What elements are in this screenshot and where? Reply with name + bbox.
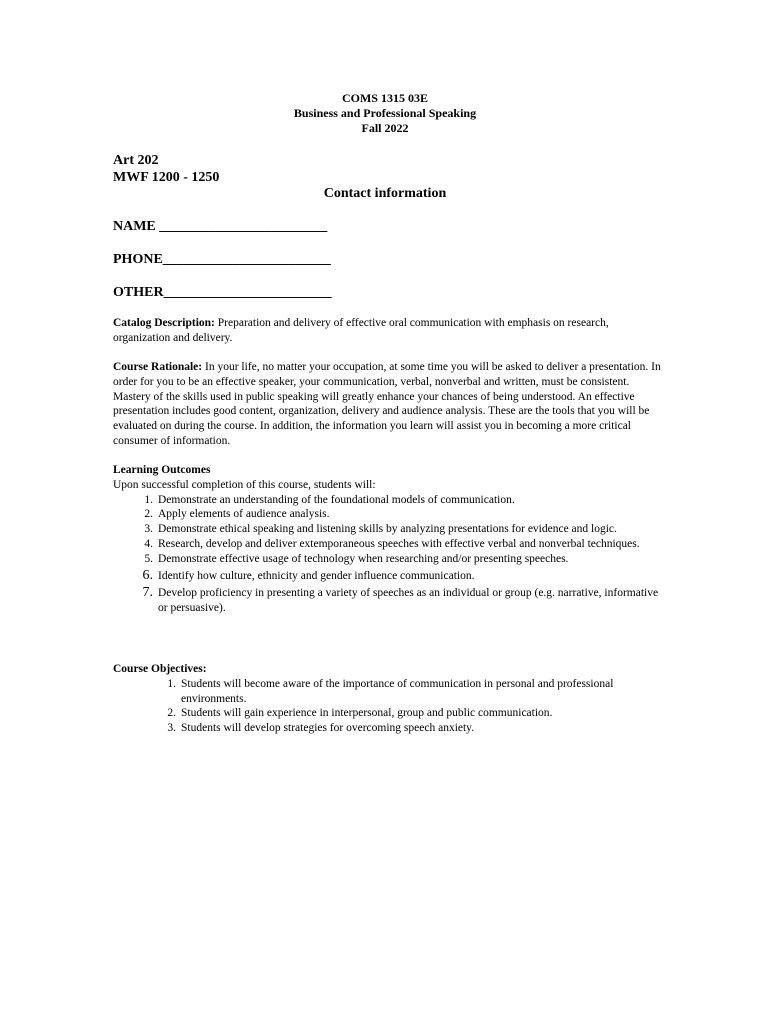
- rationale-text: In your life, no matter your occupation, at some time you will be asked to deliver a presentation. In order for you to be an effective speaker, your communication, verbal, nonverbal and written, must be consistent. Mastery of the skills used in public speaking will greatly enhance your chances of being understood. An effective presentation includes good content, organization, delivery and audience analysis. These are the tools that you will be evaluated on during the course. In addition, the information you learn will assist you in becoming a more critical consumer of information.: [113, 361, 661, 447]
- list-item: 3. Students will develop strategies for overcoming speech anxiety.: [167, 722, 475, 735]
- schedule: MWF 1200 - 1250: [113, 170, 220, 185]
- objectives-list: [113, 677, 663, 736]
- contact-title: Contact information: [323, 186, 447, 201]
- outcomes-list: [113, 493, 663, 616]
- learning-outcomes: [113, 463, 663, 616]
- list-item: 1. Demonstrate an understanding of the foundational models of communication.: [144, 493, 515, 506]
- outcomes-heading: Learning Outcomes: [113, 464, 211, 476]
- course-title: Business and Professional Speaking: [293, 106, 477, 120]
- catalog-text: Preparation and delivery of effective oral communication with emphasis on research, organization and delivery.: [113, 317, 609, 344]
- list-item: 3. Demonstrate ethical speaking and listening skills by analyzing presentations for evidence and logic.: [144, 523, 617, 536]
- course-term: Fall 2022: [361, 121, 409, 135]
- course-code: COMS 1315 03E: [341, 91, 428, 105]
- room: Art 202: [113, 153, 159, 168]
- outcomes-intro: Upon successful completion of this course, students will:: [113, 478, 376, 491]
- list-item: 6. Identify how culture, ethnicity and gender influence communication.: [142, 567, 475, 583]
- list-item: 1. Students will become aware of the importance of communication in personal and professional environments.: [167, 677, 614, 705]
- objectives-heading: Course Objectives:: [113, 663, 207, 675]
- name-field[interactable]: NAME ________________________: [113, 219, 328, 234]
- list-item: 5. Demonstrate effective usage of technology when researching and/or presenting speeches.: [144, 552, 569, 565]
- course-objectives: [113, 662, 663, 736]
- course-rationale: [113, 360, 663, 449]
- list-item: 2. Students will gain experience in interpersonal, group and public communication.: [167, 707, 553, 720]
- catalog-description: [113, 316, 663, 346]
- list-item: 2. Apply elements of audience analysis.: [144, 508, 330, 521]
- course-header: [0, 91, 770, 136]
- phone-field[interactable]: PHONE________________________: [113, 252, 331, 267]
- catalog-label: Catalog Description:: [113, 317, 215, 329]
- rationale-label: Course Rationale:: [113, 361, 203, 373]
- list-item: 4. Research, develop and deliver extemporaneous speeches with effective verbal and nonverbal techniques.: [144, 537, 640, 550]
- list-item: 7. Develop proficiency in presenting a variety of speeches as an individual or group (e.g. narrative, informative or persuasive).: [142, 585, 659, 615]
- other-field[interactable]: OTHER________________________: [113, 285, 332, 300]
- class-location: [113, 152, 219, 186]
